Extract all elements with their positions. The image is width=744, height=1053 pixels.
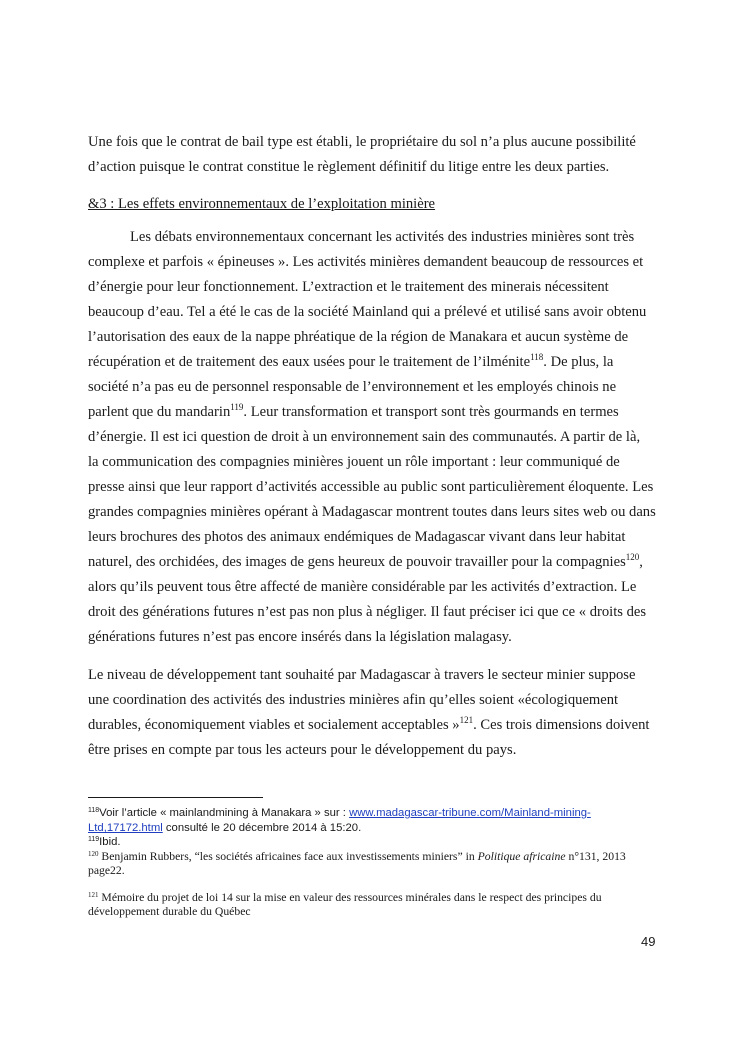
paragraph-2-line-1: Les débats environnementaux concernant les activités des industries minières sont très xyxy=(130,229,635,245)
line-text: récupération et de traitement des eaux usées pour le traitement de l’ilménite xyxy=(88,354,531,370)
footnote-link[interactable]: Ltd,17172.html xyxy=(88,822,163,834)
footnote-number: 118 xyxy=(88,807,100,814)
paragraph-3-line-4: être prises en compte par tous les acteurs pour le développement du pays. xyxy=(88,742,517,758)
paragraph-2-line-13: leurs brochures des photos des animaux endémiques de Madagascar vivant dans leur habitat xyxy=(88,529,626,545)
line-text: . Leur transformation et transport sont très gourmands en termes xyxy=(243,404,619,420)
footnote-ref-119[interactable]: 119 xyxy=(230,402,244,412)
footnote-journal-title: Politique africaine xyxy=(477,850,566,863)
paragraph-2-line-5: l’autorisation des eaux de la nappe phréatique de la région de Manakara et aucun système de xyxy=(88,329,629,345)
footnote-text: n°131, 2013 xyxy=(565,850,626,863)
paragraph-2-line-11: presse ainsi que leur rapport d’activités accessible au public sont particulièrement éloquente. Les xyxy=(88,479,654,495)
paragraph-2-line-6 xyxy=(88,353,613,371)
footnote-ref-120[interactable]: 120 xyxy=(625,552,640,562)
paragraph-2-line-14 xyxy=(88,553,643,571)
paragraph-2-line-15: alors qu’ils peuvent tous être affecté de manière considérable par les activités d’extraction. Le xyxy=(88,579,637,595)
line-text: parlent que du mandarin xyxy=(88,404,231,420)
footnote-number: 120 xyxy=(88,850,99,858)
paragraph-3-line-1: Le niveau de développement tant souhaité par Madagascar à travers le secteur minier suppose xyxy=(88,667,636,683)
footnote-text: Mémoire du projet de loi 14 sur la mise en valeur des ressources minérales dans le respect des principes du xyxy=(98,891,602,904)
paragraph-2-line-9: d’énergie. Il est ici question de droit à un environnement sain des communautés. A partir de là, xyxy=(88,429,641,445)
footnote-120-line-1 xyxy=(88,850,626,864)
line-text: naturel, des orchidées, des images de gens heureux de pouvoir travailler pour la compagnies xyxy=(88,554,626,570)
footnote-119 xyxy=(88,835,121,849)
footnote-text: consulté le 20 décembre 2014 à 15:20. xyxy=(162,822,362,834)
footnote-text: Benjamin Rubbers, “les sociétés africaines face aux investissements miniers” in xyxy=(98,850,478,863)
paragraph-3-line-3 xyxy=(88,716,649,734)
footnote-120-line-2: page22. xyxy=(88,864,125,877)
paragraph-1-line-1: Une fois que le contrat de bail type est établi, le propriétaire du sol n’a plus aucune possibilité xyxy=(88,134,636,150)
line-text: . De plus, la xyxy=(543,354,614,370)
section-heading: &3 : Les effets environnementaux de l’exploitation minière xyxy=(88,196,436,212)
paragraph-2-line-7: société n’a pas eu de personnel responsable de l’environnement et les employés chinois ne xyxy=(88,379,617,395)
footnote-number: 119 xyxy=(88,836,100,843)
footnote-number: 121 xyxy=(88,891,99,899)
paragraph-2-line-8 xyxy=(88,403,619,421)
footnote-118-line-2 xyxy=(88,821,361,835)
footnote-separator xyxy=(88,797,263,798)
paragraph-2-line-4: beaucoup d’eau. Tel a été le cas de la société Mainland qui a prélevé et utilisé sans avoir obtenu xyxy=(88,304,647,320)
footnote-link[interactable]: www.madagascar-tribune.com/Mainland-mining- xyxy=(349,807,591,819)
line-text: , xyxy=(639,554,643,570)
footnote-121-line-2: développement durable du Québec xyxy=(88,905,251,918)
paragraph-2-line-12: grandes compagnies minières opérant à Madagascar montrent toutes dans leurs sites web ou dans xyxy=(88,504,656,520)
paragraph-2-line-2: complexe et parfois « épineuses ». Les activités minières demandent beaucoup de ressources et xyxy=(88,254,644,270)
footnote-text: Ibid. xyxy=(99,836,121,848)
footnote-ref-118[interactable]: 118 xyxy=(530,352,544,362)
footnote-text: Voir l’article « mainlandmining à Manakara » sur : xyxy=(99,807,350,819)
line-text: . Ces trois dimensions doivent xyxy=(473,717,650,733)
paragraph-2-line-3: d’énergie pour leur fonctionnement. L’extraction et le traitement des minerais nécessitent xyxy=(88,279,609,295)
paragraph-2-line-10: la communication des compagnies minières jouent un rôle important : leur communiqué de xyxy=(88,454,620,470)
paragraph-2-line-17: générations futures n’est pas encore insérés dans la législation malagasy. xyxy=(88,629,512,645)
footnote-121-line-1 xyxy=(88,891,602,905)
footnote-ref-121[interactable]: 121 xyxy=(459,715,474,725)
paragraph-3-line-2: une coordination des activités des industries minières afin qu’elles soient «écologiquement xyxy=(88,692,619,708)
paragraph-1-line-2: d’action puisque le contrat constitue le règlement définitif du litige entre les deux parties. xyxy=(88,159,610,175)
page-number: 49 xyxy=(641,934,656,949)
footnote-118-line-1 xyxy=(88,806,591,820)
paragraph-2-line-16: droit des générations futures n’est pas non plus à négliger. Il faut préciser ici que ce « droits des xyxy=(88,604,647,620)
line-text: durables, économiquement viables et socialement acceptables » xyxy=(88,717,460,733)
